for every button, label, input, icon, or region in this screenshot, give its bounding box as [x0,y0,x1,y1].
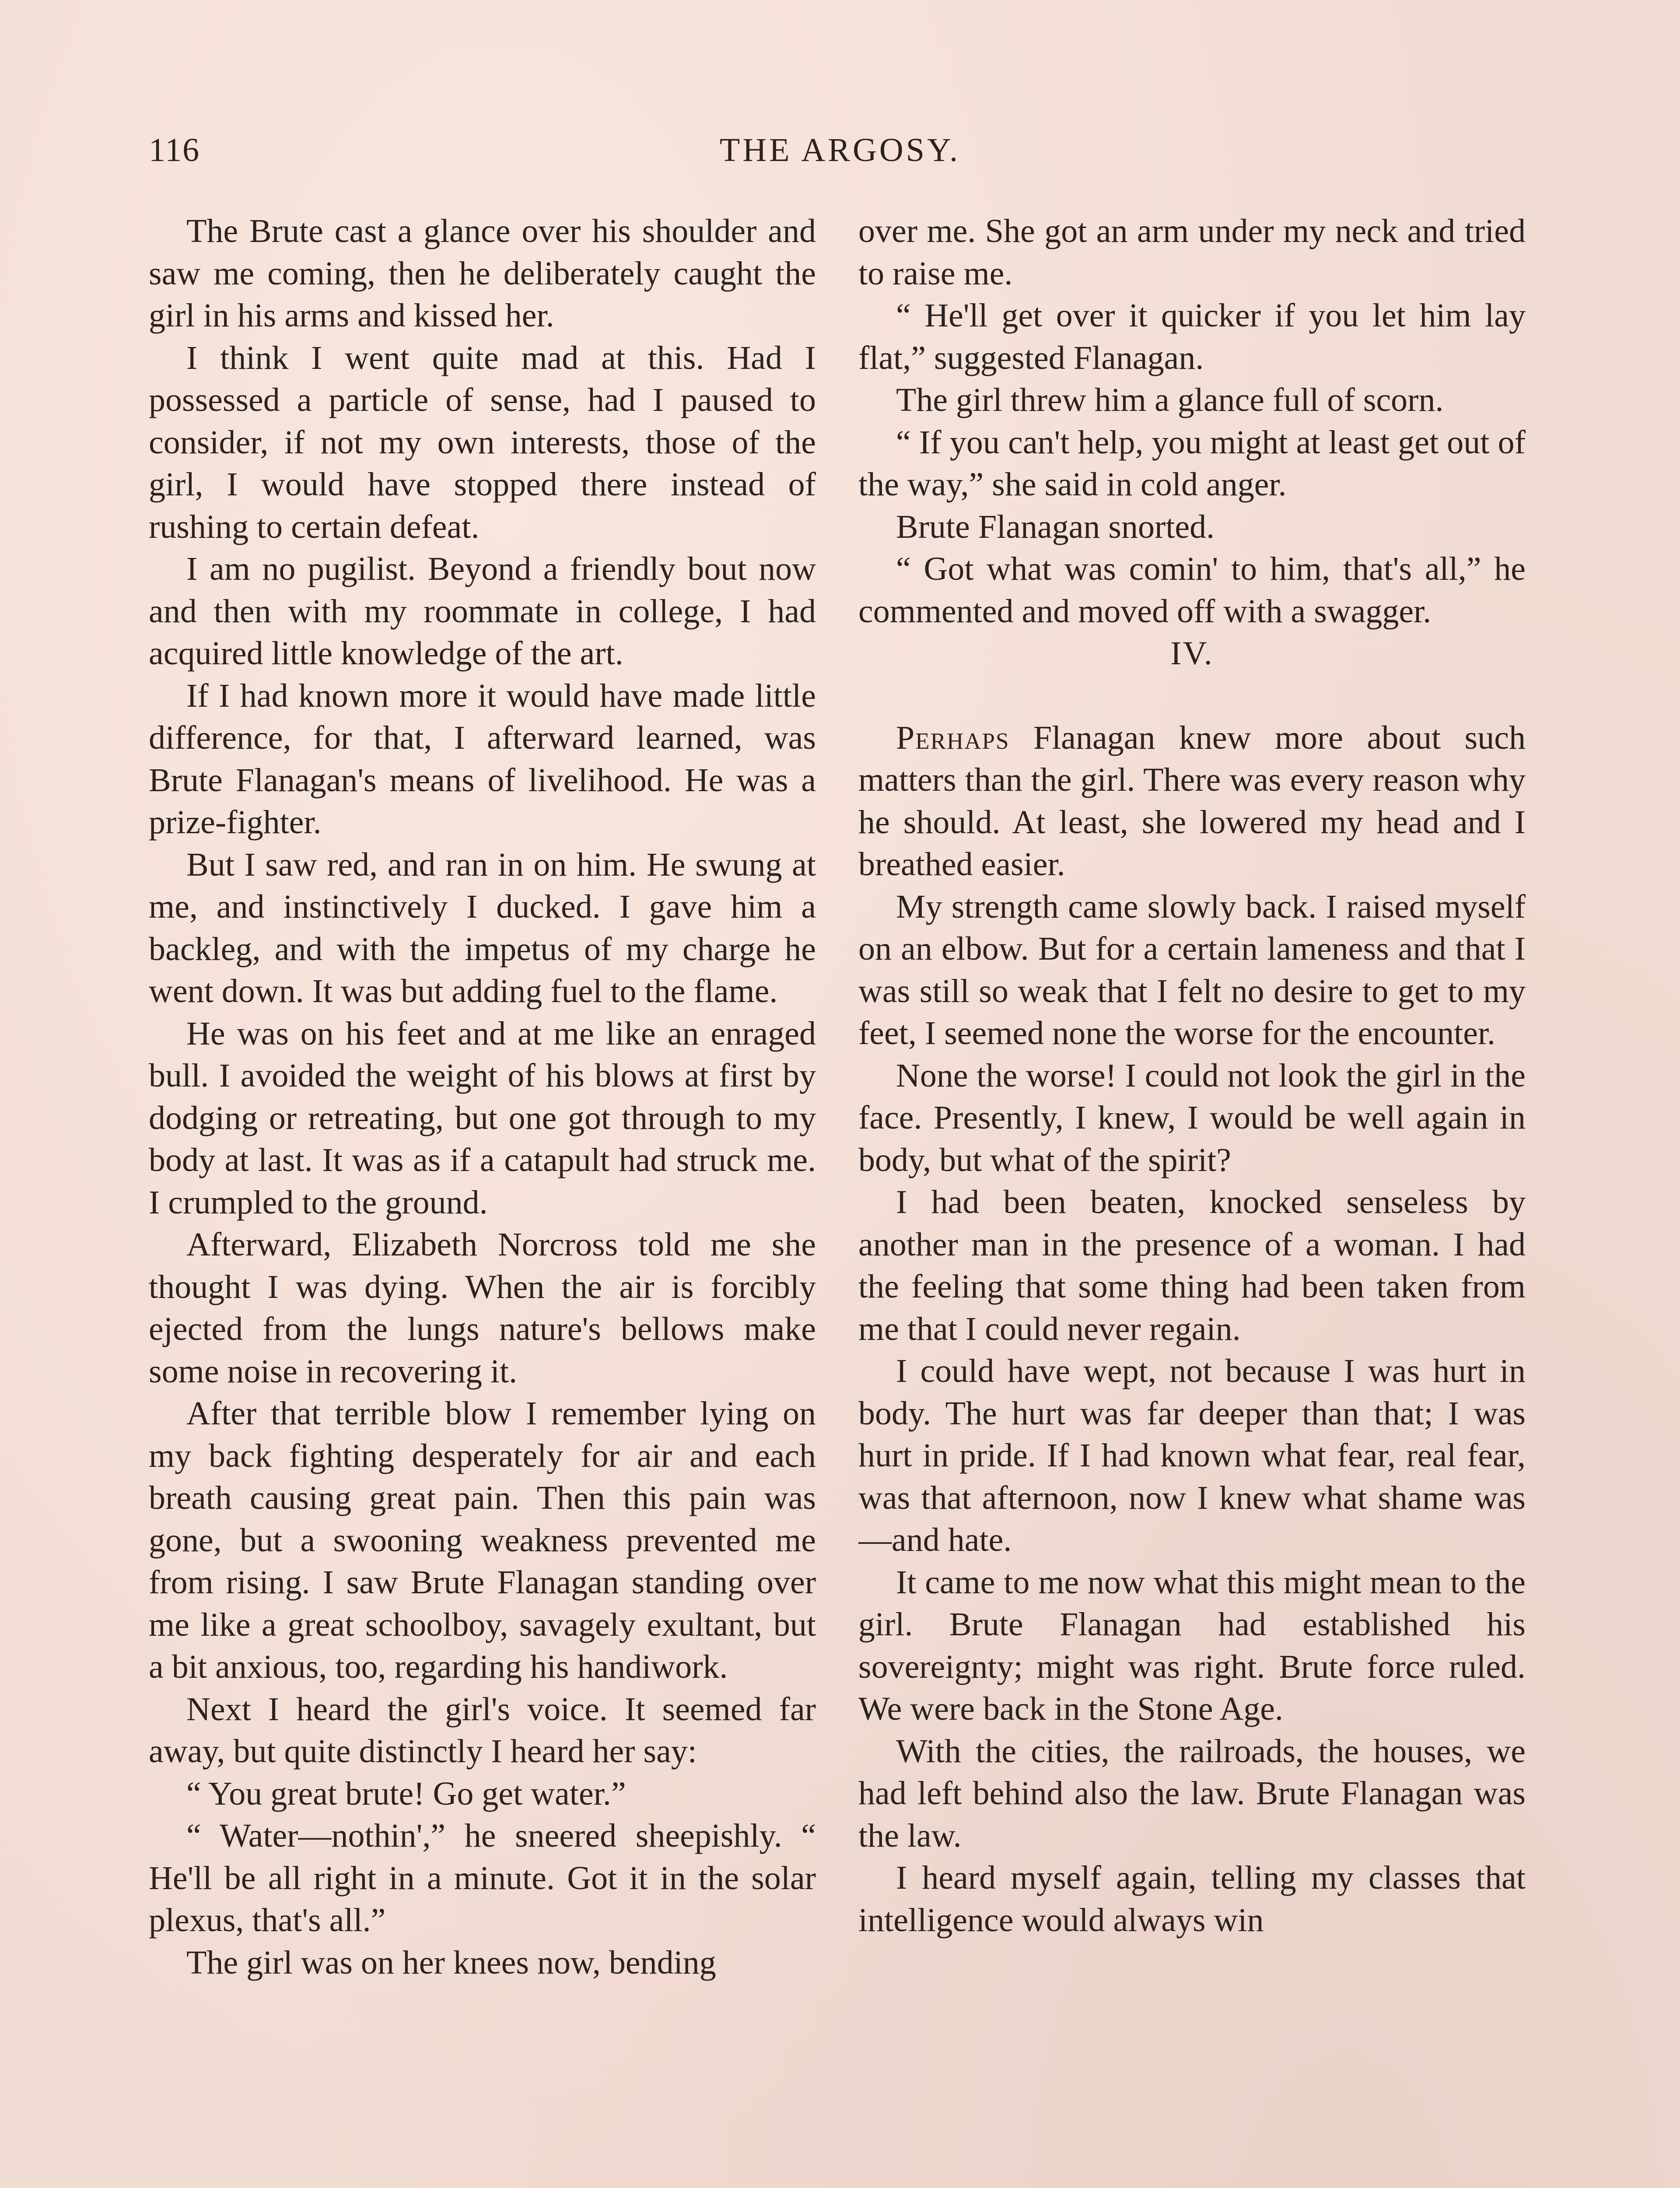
paragraph: over me. She got an arm under my neck and tried to raise me. [858,213,1526,292]
page-header [149,131,1531,179]
paragraph: “ Got what was comin' to him, that's all,” he commented and moved off with a swagger. [858,551,1526,630]
paragraph: The Brute cast a glance over his shoulder and saw me coming, then he deliberately caught the girl in his arms and kissed her. [149,213,816,334]
paragraph: Afterward, Elizabeth Norcross told me she thought I was dying. When the air is forcibly ejected from the lungs nature's bellows make some noise in recovering it. [149,1226,816,1390]
paragraph: I think I went quite mad at this. Had I possessed a particle of sense, had I paused to consider, if not my own interests, those of the girl, I would have stopped there instead of rushing to certain defeat. [149,339,816,545]
paragraph: The girl threw him a glance full of scorn. [896,382,1444,418]
paragraph: “ If you can't help, you might at least get out of the way,” she said in cold anger. [858,424,1526,503]
page-number: 116 [149,132,200,168]
paragraph: I could have wept, not because I was hurt in body. The hurt was far deeper than that; I was hurt in pride. If I had known what fear, real fear, was that afternoon, now I knew what shame was—and hate. [858,1353,1526,1558]
paragraph: “ Water—nothin',” he sneered sheepishly. “ He'll be all right in a minute. Got it in the solar plexus, that's all.” [149,1817,816,1939]
left-column [149,210,816,2188]
paragraph: I had been beaten, knocked senseless by another man in the presence of a woman. I had the feeling that some thing had been taken from me that I could never regain. [858,1184,1526,1347]
paragraph: “ You great brute! Go get water.” [186,1775,626,1812]
section-opening-paragraph [858,717,1526,886]
paragraph: Brute Flanagan snorted. [896,508,1215,545]
opening-word: Perhaps [896,719,1010,756]
paragraph: After that terrible blow I remember lying on my back fighting desperately for air and each breath causing great pain. Then this pain was gone, but a swooning weakness prevented me from rising. I saw Brute Flanagan standing over me like a great schoolboy, savagely exultant, but a bit anxious, too, regarding his handiwork. [149,1395,816,1685]
paragraph: I heard myself again, telling my classes that intelligence would always win [858,1859,1526,1939]
paragraph: It came to me now what this might mean to the girl. Brute Flanagan had established his sovereignty; might was right. Brute force ruled. We were back in the Stone Age. [858,1564,1526,1727]
paragraph: The girl was on her knees now, bending [186,1944,716,1981]
paragraph: “ He'll get over it quicker if you let him lay flat,” suggested Flanagan. [858,297,1526,376]
paragraph: He was on his feet and at me like an enraged bull. I avoided the weight of his blows at first by dodging or retreating, but one got through to my body at last. It was as if a catapult had struck me. I crumpled to the ground. [149,1015,816,1221]
paragraph: But I saw red, and ran in on him. He swung at me, and instinctively I ducked. I gave him a backleg, and with the impetus of my charge he went down. It was but adding fuel to the flame. [149,846,816,1010]
paragraph: I am no pugilist. Beyond a friendly bout now and then with my roommate in college, I had acquired little knowledge of the art. [149,551,816,672]
opening-text: Flanagan knew more about such matters than the girl. There was every reason why he should. At least, she lowered my head and I breathed easier. [858,719,1526,883]
paragraph: None the worse! I could not look the girl in the face. Presently, I knew, I would be well again in body, but what of the spirit? [858,1057,1526,1178]
running-title: THE ARGOSY. [719,132,961,168]
paragraph: My strength came slowly back. I raised myself on an elbow. But for a certain lameness and that I was still so weak that I felt no desire to get to my feet, I seemed none the worse for the encounter. [858,888,1526,1052]
section-heading: IV. [1170,635,1214,672]
paragraph: If I had known more it would have made little difference, for that, I afterward learned, was Brute Flanagan's means of livelihood. He was a prize-fighter. [149,677,816,841]
paragraph: Next I heard the girl's voice. It seemed far away, but quite distinctly I heard her say: [149,1690,816,1770]
paragraph: With the cities, the railroads, the houses, we had left behind also the law. Brute Flanagan was the law. [858,1732,1526,1854]
right-column [858,210,1526,2188]
